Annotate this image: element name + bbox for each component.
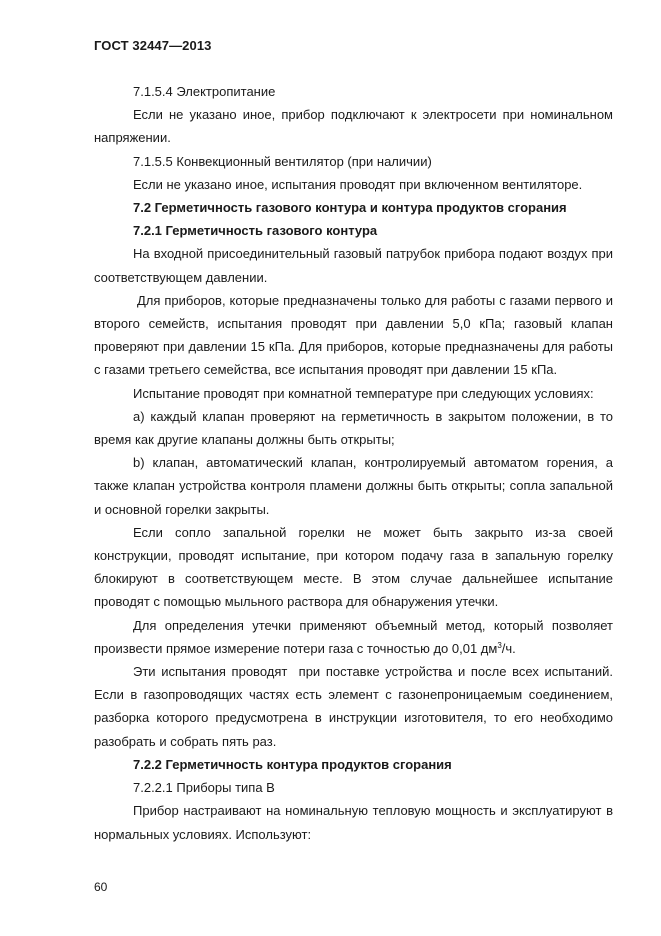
leak-method-text: Для определения утечки применяют объемный метод, который позволяет произвести прямое измерение потери газа с точностью до 0,01 дм	[94, 617, 613, 656]
section-7-2-2-heading: 7.2.2 Герметичность контура продуктов сгорания	[133, 756, 452, 772]
document-body	[94, 80, 617, 846]
paragraph-fan: Если не указано иное, испытания проводят при включенном вентиляторе.	[133, 176, 583, 192]
paragraph-air-supply: На входной присоединительный газовый патрубок прибора подают воздух при соответствующем давлении.	[94, 246, 613, 285]
paragraph-type-b: Прибор настраивают на номинальную тепловую мощность и эксплуатируют в нормальных условиях. Используют:	[94, 803, 613, 842]
standard-header: ГОСТ 32447—2013	[94, 38, 212, 53]
paragraph-reassembly: Эти испытания проводят при поставке устройства и после всех испытаний. Если в газопроводящих частях есть элемент с газонепроницаемым соединением, разборка которого предусмотрена в инструкции изготовителя, то его необходимо разобрать и собрать пять раз.	[94, 664, 617, 749]
paragraph-pilot-nozzle: Если сопло запальной горелки не может быть закрыто из-за своей конструкции, проводят испытание, при котором подачу газа в запальную горелку блокируют в соответствующем месте. В этом случае дальнейшее испытание проводят с помощью мыльного раствора для обнаружения утечки.	[94, 524, 613, 610]
section-7-2-heading: 7.2 Герметичность газового контура и контура продуктов сгорания	[133, 200, 567, 216]
leak-method-unit: /ч.	[501, 640, 516, 656]
list-item-b: b) клапан, автоматический клапан, контролируемый автоматом горения, а также клапан устройства контроля пламени должны быть открыты; сопла запальной и основной горелки закрыты.	[94, 455, 613, 517]
section-7-2-2-1-heading: 7.2.2.1 Приборы типа В	[133, 780, 275, 796]
paragraph-test-conditions: Испытание проводят при комнатной температуре при следующих условиях:	[133, 385, 594, 401]
paragraph-power-supply: Если не указано иное, прибор подключают к электросети при номинальном напряжении.	[94, 107, 613, 146]
paragraph-leak-method	[94, 614, 613, 660]
page-number: 60	[94, 880, 108, 894]
section-7-2-1-heading: 7.2.1 Герметичность газового контура	[133, 223, 378, 239]
paragraph-test-pressure: Для приборов, которые предназначены только для работы с газами первого и второго семейств, испытания проводят при давлении 5,0 кПа; газовый клапан проверяют при давлении 15 кПа. Для приборов, которые предназначены для работы с газами третьего семейства, все испытания проводят при давлении 15 кПа.	[94, 292, 617, 378]
section-7-1-5-4-heading: 7.1.5.4 Электропитание	[133, 84, 276, 99]
section-7-1-5-5-heading: 7.1.5.5 Конвекционный вентилятор (при наличии)	[133, 153, 432, 169]
list-item-a: а) каждый клапан проверяют на герметичность в закрытом положении, в то время как другие клапаны должны быть открыты;	[94, 408, 613, 448]
cubic-superscript: 3	[497, 640, 502, 650]
